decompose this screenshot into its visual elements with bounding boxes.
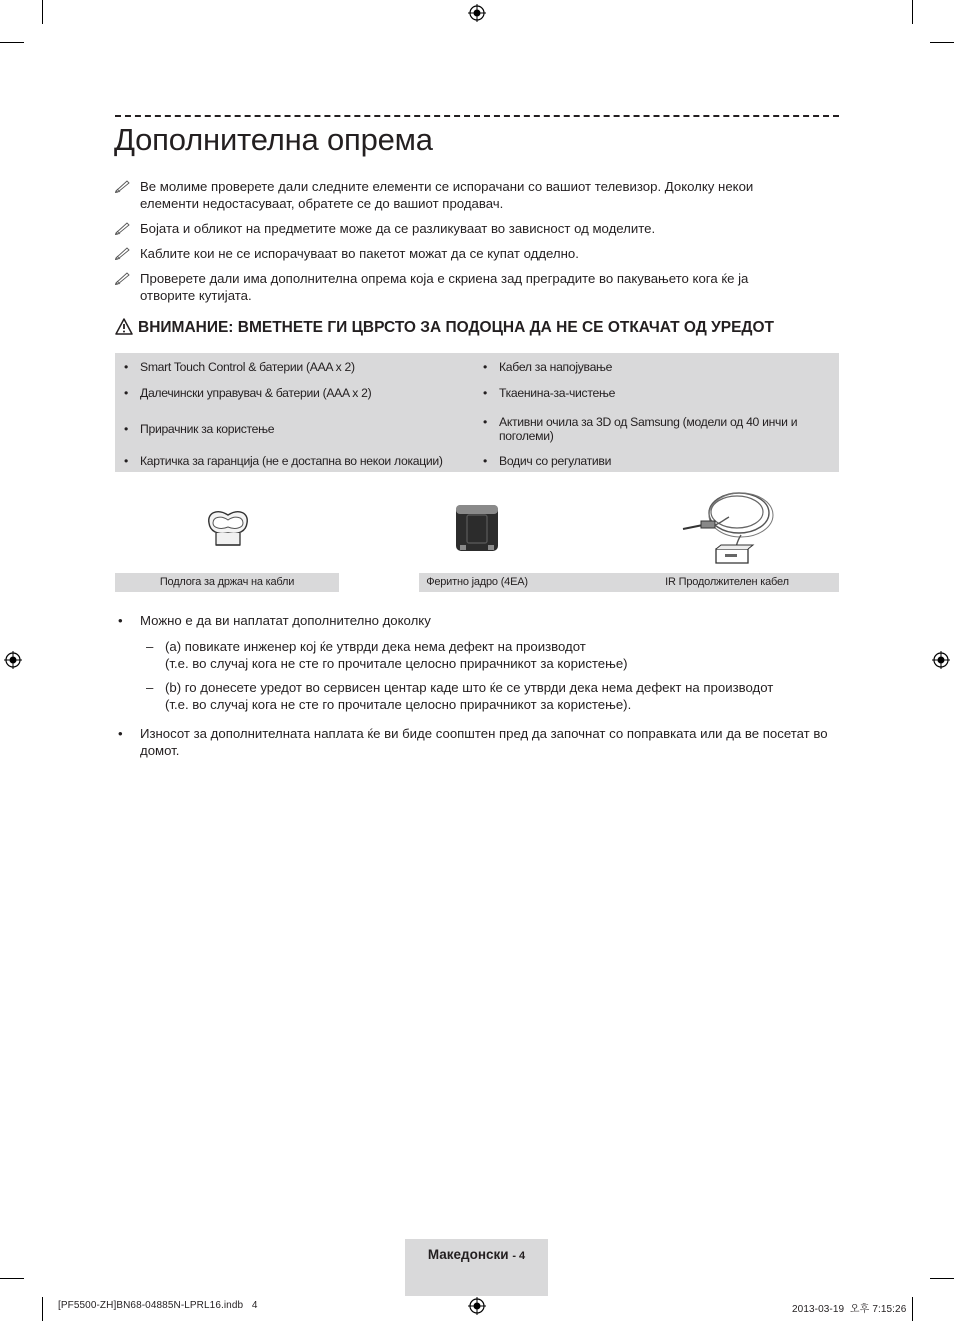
charges-bullet (115, 725, 839, 759)
caption-ferrite-core: Феритно јадро (4EA) (426, 576, 528, 588)
imprint-date: 2013-03-19 (792, 1304, 845, 1315)
crop-mark (0, 1278, 24, 1279)
list-item: • Активни очила за 3D од Samsung (модели од 40 инчи и поголеми) (474, 415, 839, 443)
imprint-sheet: 4 (251, 1300, 258, 1311)
dash-icon: – (146, 639, 154, 654)
note-item (115, 270, 805, 304)
cable-holder-image (203, 503, 253, 553)
note-text: Бојата и обликот на предметите може да се разликуваат во зависност од моделите. (140, 221, 656, 236)
registration-mark-icon (468, 4, 486, 22)
caption-gap (339, 573, 419, 592)
notes-list (115, 178, 805, 312)
note-text: Проверете дали има дополнителна опрема која е скриена зад преградите во пакувањето кога ќе ја отворите кутијата. (140, 271, 749, 303)
case-a-line-2: (т.е. во случај кога не сте го прочитале целосно прирачникот за користење) (165, 656, 628, 671)
footer-language: Македонски (427, 1247, 509, 1262)
crop-mark (930, 1278, 954, 1279)
accessory-images (115, 483, 839, 573)
page-number: - 4 (512, 1250, 526, 1262)
dash-icon: – (146, 680, 154, 695)
caution-heading (115, 318, 839, 338)
list-item: • Ткаенина-за-чистење (474, 386, 839, 400)
section-divider (115, 115, 839, 117)
list-item: • Smart Touch Control & батерии (AAA x 2) (115, 360, 480, 374)
note-item (115, 220, 805, 237)
bullet-icon: • (118, 726, 123, 741)
note-item (115, 245, 805, 262)
pencil-note-icon (115, 246, 131, 260)
crop-mark (912, 1297, 913, 1321)
registration-mark-icon (932, 651, 950, 669)
crop-mark (42, 0, 43, 24)
page-footer-tab (405, 1239, 548, 1296)
pencil-note-icon (115, 179, 131, 193)
caution-text: ВНИМАНИЕ: ВМЕТНЕТЕ ГИ ЦВРСТО ЗА ПОДОЦНА ДА НЕ СЕ ОТКАЧАТ ОД УРЕДОТ (138, 319, 774, 336)
pencil-note-icon (115, 271, 131, 285)
note-text: Каблите кои не се испорачуваат во пакетот можат да се купат одделно. (140, 246, 579, 261)
crop-mark (0, 42, 24, 43)
caption-cable-holder: Подлога за држач на кабли (159, 576, 295, 588)
imprint-time: 오후 7:15:26 (849, 1304, 907, 1315)
charges-intro: Можно е да ви наплатат дополнително доколку (140, 613, 431, 628)
imprint-file (58, 1300, 257, 1311)
accessory-caption-bar (115, 573, 839, 592)
included-items-box (115, 353, 839, 472)
charges-bullet (115, 612, 840, 629)
crop-mark (42, 1297, 43, 1321)
registration-mark-icon (468, 1297, 486, 1315)
registration-mark-icon (4, 651, 22, 669)
charges-amount: Износот за дополнителната наплата ќе ви биде соопштен пред да започнат со поправката или да ве посетат во домот. (140, 726, 828, 758)
list-item: • Кабел за напојување (474, 360, 839, 374)
warning-triangle-icon (115, 318, 133, 335)
imprint-filename: [PF5500-ZH]BN68-04885N-LPRL16.indb (58, 1300, 244, 1311)
crop-mark (930, 42, 954, 43)
note-item (115, 178, 805, 212)
charges-case-a (115, 638, 885, 672)
list-item: • Картичка за гаранција (не е достапна во некои локации) (115, 454, 495, 468)
page-title: Дополнителна опрема (114, 122, 433, 157)
charges-case-b (115, 679, 885, 713)
bullet-icon: • (118, 613, 123, 628)
list-item: • Водич со регулативи (474, 454, 839, 468)
note-text: Ве молиме проверете дали следните елементи се испорачани со вашиот телевизор. Доколку некои елементи недостасуваат, обратете се до вашиот продавач. (140, 179, 754, 211)
case-b-line-2: (т.е. во случај кога не сте го прочитале целосно прирачникот за користење). (165, 697, 632, 712)
crop-mark (912, 0, 913, 24)
case-a-line-1: (a) повикате инженер кој ќе утврди дека нема дефект на производот (165, 639, 586, 654)
pencil-note-icon (115, 221, 131, 235)
imprint-datetime (792, 1300, 906, 1315)
caption-ir-cable: IR Продолжителен кабел (665, 576, 789, 588)
ir-extension-cable-image (681, 487, 775, 569)
case-b-line-1: (b) го донесете уредот во сервисен центар каде што ќе се утврди дека нема дефект на производот (165, 680, 774, 695)
ferrite-core-image (454, 503, 500, 553)
list-item: • Далечински управувач & батерии (AAA x 2) (115, 386, 480, 400)
list-item: • Прирачник за користење (115, 422, 480, 436)
